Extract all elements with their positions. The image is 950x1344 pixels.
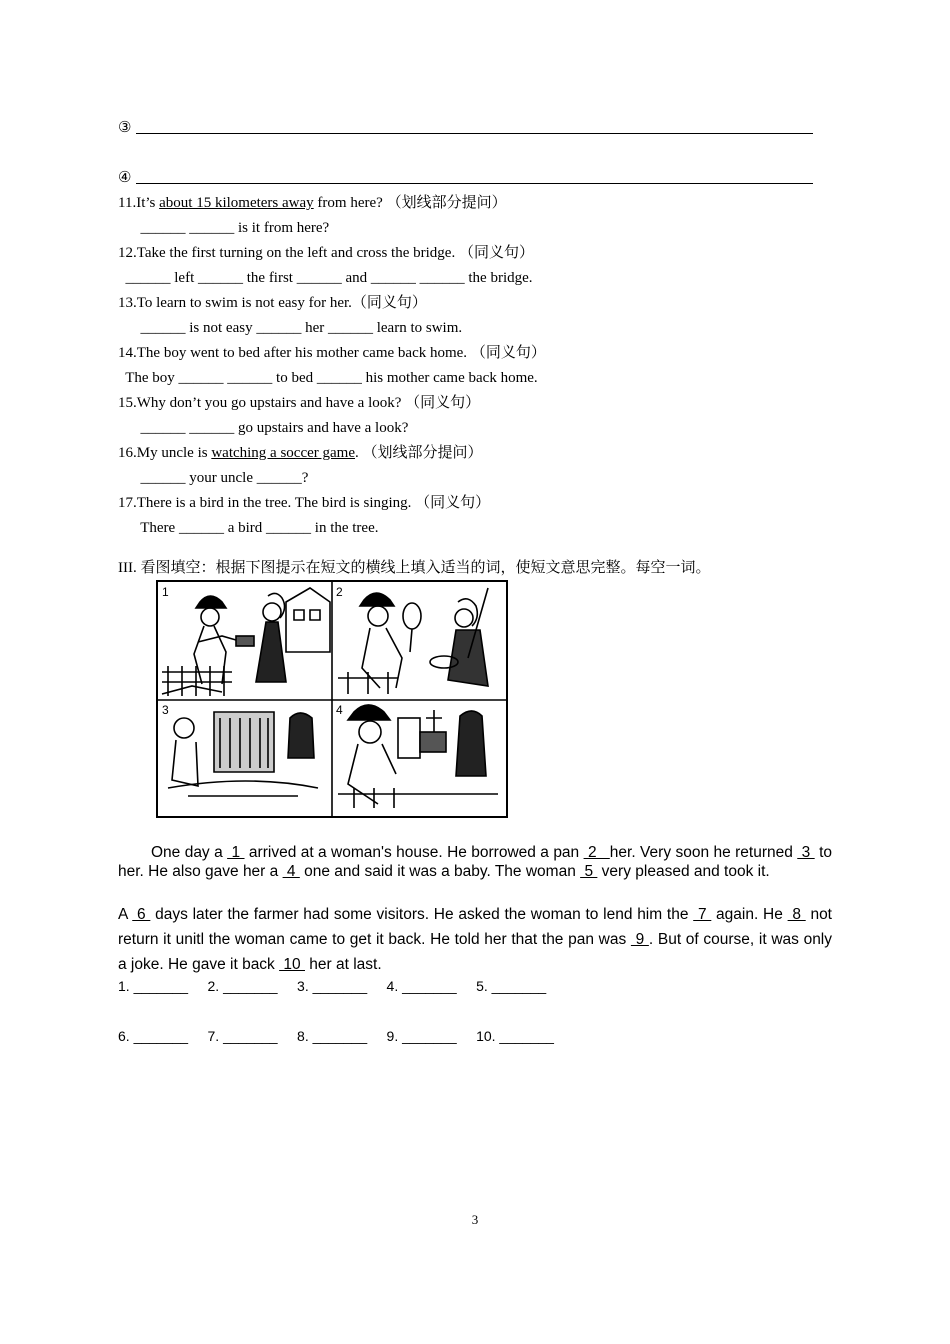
q15-instruction: （同义句） (405, 395, 481, 411)
q16-answer: ______ your uncle ______? (118, 470, 309, 486)
q11-underlined: about 15 kilometers away (159, 195, 314, 211)
q16-prefix: 16.My uncle is (118, 445, 212, 461)
blank-3: 3 (797, 844, 815, 861)
q15-answer: ______ ______ go upstairs and have a look? (118, 420, 409, 436)
panel-label-4: 4 (336, 703, 343, 717)
q14-answer: The boy ______ ______ to bed ______ his mother came back home. (118, 370, 538, 386)
story-text: . But of course, it was only a joke. He gave it back (118, 931, 833, 973)
answer-line-3 (118, 118, 813, 137)
panel-label-3: 3 (162, 703, 169, 717)
question-14 (118, 343, 546, 363)
blank-7: 7 (693, 906, 712, 923)
q16-suffix: . (355, 445, 363, 461)
q13-text: 13.To learn to swim is not easy for her. (118, 295, 352, 311)
q16-instruction: （划线部分提问） (362, 445, 483, 461)
story-text: A (118, 906, 133, 923)
story-text: not return it unitl the woman came to get it back. He told her that the pan was (118, 906, 832, 948)
q14-text: 14.The boy went to bed after his mother came back home. (118, 345, 471, 361)
q12-answer: ______ left ______ the first ______ and ______ ______ the bridge. (118, 270, 533, 286)
question-11 (118, 193, 507, 213)
blank-9: 9 (630, 931, 649, 948)
blank-8: 8 (787, 906, 806, 923)
story-text: One day a (151, 844, 228, 861)
story-paragraph-2 (118, 902, 832, 977)
panel-4-drawing (338, 705, 498, 808)
story-text: again. He (711, 906, 788, 923)
question-12 (118, 243, 534, 263)
question-17 (118, 493, 490, 513)
panel-label-1: 1 (162, 585, 169, 599)
blank-1: 1 (227, 844, 245, 861)
panel-1-drawing (162, 588, 330, 696)
line-marker-3: ③ (118, 120, 132, 136)
comic-illustration (158, 582, 506, 816)
blank-2: 2 (583, 844, 610, 861)
q17-answer: There ______ a bird ______ in the tree. (118, 520, 379, 536)
story-text: very pleased and took it. (597, 863, 770, 880)
story-text: her at last. (304, 956, 382, 973)
blank-6: 6 (132, 906, 151, 923)
q11-suffix: from here? (313, 195, 387, 211)
q16-underlined: watching a soccer game (211, 445, 356, 461)
section-3-heading: III. 看图填空：根据下图提示在短文的横线上填入适当的词，使短文意思完整。每空一词。 (118, 560, 711, 576)
story-text: to her. He also gave her a (118, 844, 832, 880)
line-marker-4: ④ (118, 170, 132, 186)
story-text: one and said it was a baby. The woman (299, 863, 581, 880)
q12-instruction: （同义句） (458, 245, 534, 261)
panel-3-drawing (168, 712, 318, 796)
q14-instruction: （同义句） (470, 345, 546, 361)
q17-instruction: （同义句） (415, 495, 491, 511)
q12-text: 12.Take the first turning on the left and cross the bridge. (118, 245, 459, 261)
q11-prefix: 11.It’s (118, 195, 160, 211)
question-13 (118, 293, 427, 313)
answer-row-2: 6. _______ 7. _______ 8. _______ 9. _______ 10. _______ (118, 1028, 554, 1044)
q17-text: 17.There is a bird in the tree. The bird is singing. (118, 495, 416, 511)
q11-instruction: （划线部分提问） (386, 195, 507, 211)
story-text: days later the farmer had some visitors. He asked the woman to lend him the (150, 906, 694, 923)
page-number: 3 (471, 1212, 479, 1227)
answer-row-1: 1. _______ 2. _______ 3. _______ 4. _______ 5. _______ (118, 978, 547, 994)
blank-4: 4 (282, 863, 300, 880)
comic-figure (156, 580, 508, 818)
story-paragraph-1 (118, 843, 832, 881)
panel-label-2: 2 (336, 585, 343, 599)
panel-2-drawing (338, 588, 488, 694)
q15-text: 15.Why don’t you go upstairs and have a look? (118, 395, 406, 411)
answer-line-4 (118, 168, 813, 187)
blank-10: 10 (279, 956, 305, 973)
question-16 (118, 443, 483, 463)
question-15 (118, 393, 480, 413)
story-text: her. Very soon he returned (609, 844, 798, 861)
q13-instruction: （同义句） (351, 295, 427, 311)
story-text: arrived at a woman's house. He borrowed a pan (244, 844, 584, 861)
blank-5: 5 (580, 863, 598, 880)
q13-answer: ______ is not easy ______ her ______ learn to swim. (118, 320, 463, 336)
q11-answer: ______ ______ is it from here? (118, 220, 330, 236)
